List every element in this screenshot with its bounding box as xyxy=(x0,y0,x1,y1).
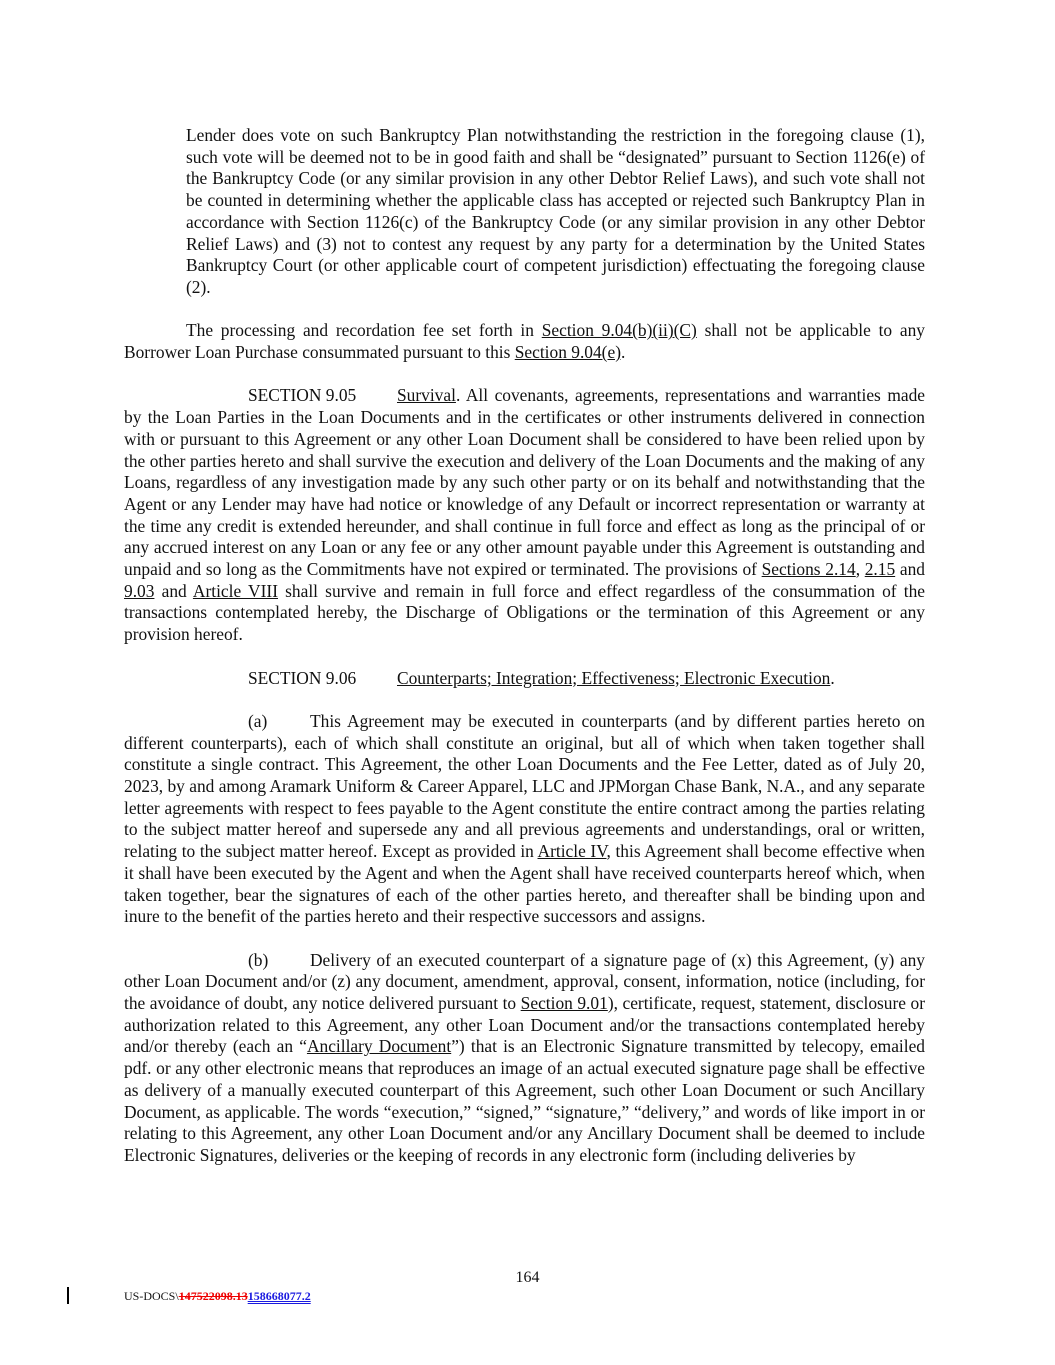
change-bar xyxy=(67,1287,69,1304)
paragraph xyxy=(124,950,925,1167)
text-run: . All covenants, agreements, representations and warranties made by the Loan Parties in the Loan Documents and in the certificates or other instruments delivered in connection with or pursuant to this Agreement or any other Loan Document shall be considered to have been relied upon by the other parties hereto and shall survive the execution and delivery of the Loan Documents and the making of any Loans, regardless of any investigation made by any such other party or on its behalf and notwithstanding that the Agent or any Lender may have had notice or knowledge of any Default or incorrect representation or warranty at the time any credit is extended hereunder, and shall continue in full force and effect as long as the principal of or any accrued interest on any Loan or any fee or any other amount payable under this Agreement is outstanding and unpaid and so long as the Commitments have not expired or terminated. The provisions of xyxy=(124,385,925,580)
section-label: SECTION 9.06 xyxy=(248,667,357,688)
text-run: , this Agreement shall become effective when it shall have been executed by the Agent and when the Agent shall have received counterparts hereof which, when taken together, bear the signatures of each of the other parties hereto, and thereafter shall be binding upon and inure to the benefit of the parties hereto and their respective successors and assigns. xyxy=(124,841,925,927)
text-run: shall not be applicable to any Borrower Loan Purchase consummated pursuant to this xyxy=(124,320,925,363)
text-run: . xyxy=(830,667,835,688)
text-run: The processing and recordation fee set forth in xyxy=(186,320,542,341)
text-run: Delivery of an executed counterpart of a signature page of (x) this Agreement, (y) any other Loan Document and/or (z) any document, amendment, approval, consent, information, notice (including, for the avoidance of doubt, any notice delivered pursuant to xyxy=(124,949,925,1014)
text-run: Lender does vote on such Bankruptcy Plan notwithstanding the restriction in the foregoing clause (1), such vote will be deemed not to be in good faith and shall be “designated” pursuant to Section 1126(e) of the Bankruptcy Code (or any similar provision in any other Debtor Relief Laws), and such vote shall not be counted in determining whether the applicable class has accepted or rejected such Bankruptcy Plan in accordance with Section 1126(c) of the Bankruptcy Code (or any similar provision in any other Debtor Relief Laws) and (3) not to contest any request by any party for a determination by the United States Bankruptcy Court (or other applicable court of competent jurisdiction) effectuating the foregoing clause (2). xyxy=(186,125,925,297)
cross-reference: 9.03 xyxy=(124,580,155,601)
paragraph xyxy=(124,320,925,363)
paragraph xyxy=(186,125,925,299)
cross-reference: 2.15 xyxy=(864,559,896,580)
doc-id-inserted: 158668077.2 xyxy=(247,1289,311,1303)
section-label: (b) xyxy=(248,949,269,970)
paragraph xyxy=(124,668,925,690)
cross-reference: Section 9.04(b)(ii)(C) xyxy=(541,320,697,341)
section-label: SECTION 9.05 xyxy=(248,385,357,406)
page-number: 164 xyxy=(515,1269,540,1286)
cross-reference: Article IV xyxy=(537,841,607,862)
text-run: and xyxy=(154,580,193,601)
doc-id-deleted: 147522098.13 xyxy=(178,1289,248,1303)
text-run: , xyxy=(855,559,865,580)
document-id-footer xyxy=(124,1289,311,1304)
doc-id-prefix: US-DOCS\ xyxy=(124,1289,179,1303)
text-run: ), certificate, request, statement, disclosure or authorization related to this Agreement, any other Loan Document and/or the transactions contemplated hereby and/or thereby (each an “ xyxy=(124,993,926,1057)
cross-reference: Counterparts; Integration; Effectiveness; Electronic Execution xyxy=(397,667,831,688)
cross-reference: Survival xyxy=(397,385,456,406)
document-body xyxy=(124,125,925,1188)
cross-reference: Sections 2.14 xyxy=(761,559,856,580)
section-label: (a) xyxy=(248,710,268,731)
text-run: This Agreement may be executed in counterparts (and by different parties hereto on different counterparts), each of which shall constitute an original, but all of which when taken together shall constitute a single contract. This Agreement, the other Loan Documents and the Fee Letter, dated as of July 20, 2023, by and among Aramark Uniform & Career Apparel, LLC and JPMorgan Chase Bank, N.A., and any separate letter agreements with respect to fees payable to the Agent constitute the entire contract among the parties relating to the subject matter hereof and supersede any and all previous agreements and understandings, oral or written, relating to the subject matter hereof. Except as provided in xyxy=(124,710,925,862)
paragraph xyxy=(124,385,925,645)
text-run: . xyxy=(620,342,626,363)
cross-reference: Article VIII xyxy=(192,580,278,601)
paragraph xyxy=(124,711,925,928)
cross-reference: Section 9.04(e) xyxy=(514,342,621,363)
text-run: ”) that is an Electronic Signature transmitted by telecopy, emailed pdf. or any other electronic means that reproduces an image of an actual executed signature page shall be effective as delivery of a manually executed counterpart of this Agreement, such other Loan Document or such Ancillary Document, as applicable. The words “execution,” “signed,” “signature,” “delivery,” and words of like import in or relating to this Agreement, any other Loan Document and/or any Ancillary Document shall be deemed to include Electronic Signatures, deliveries or the keeping of records in any electronic form (including deliveries by xyxy=(124,1036,925,1165)
cross-reference: Ancillary Document xyxy=(306,1036,452,1057)
cross-reference: Section 9.01 xyxy=(520,993,608,1014)
text-run: shall survive and remain in full force and effect regardless of the consummation of the transactions contemplated hereby, the Discharge of Obligations or the termination of this Agreement or any provision hereof. xyxy=(124,580,925,645)
text-run: and xyxy=(895,559,925,580)
